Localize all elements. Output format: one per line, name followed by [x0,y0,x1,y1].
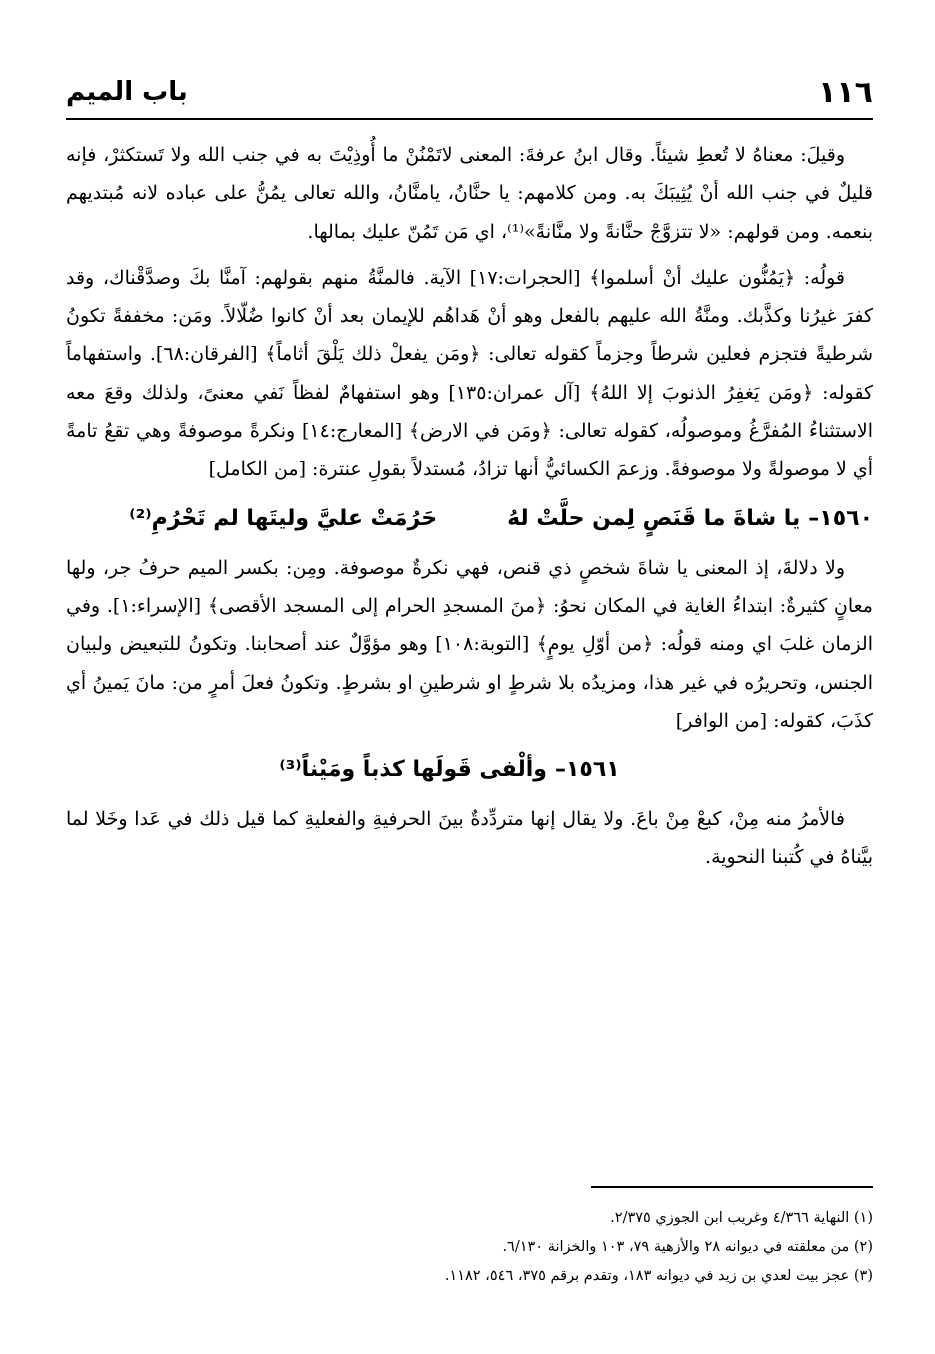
header-rule [66,118,873,120]
main-text [66,136,873,877]
page-number: ١١٦ [818,74,873,110]
verse-hemistich-1: يا شاةَ ما قَنَصٍ لِمن حلَّتْ لهُ [507,505,801,531]
paragraph-4: فالأمرُ منه مِنْ، كبعْ مِنْ باعَ. ولا يقال إنها متردِّدةٌ بينَ الحرفيةِ والفعليةِ كما قيل ذلك في عَدا وخَلا لما بيَّناهُ في كُتبنا النحوية. [66,808,873,869]
verse-1560 [66,499,873,539]
running-head: باب الميم [66,77,188,107]
paragraph-2: قولُه: ﴿يَمُنُّون عليك أنْ أسلموا﴾ [الحجرات:١٧] الآية. فالمنَّةُ منهم بقولهم: آمنَّا بكَ وصدَّقْناك، وقد كفرَ غيرُنا وكذَّبك. ومنَّةُ الله عليهم بالفعل وهو أنْ هَداهُم للإيمان بعد أنْ كانوا ضُلّالاً. ومَن: مخففةً تكونُ شرطيةً فتجزم فعلين شرطاً وجزماً كقوله تعالى: ﴿ومَن يفعلْ ذلك يَلْقَ أثاماً﴾ [الفرقان:٦٨]. واستفهاماً كقوله: ﴿ومَن يَغفِرُ الذنوبَ إلا اللهُ﴾ [آل عمران:١٣٥] وهو استفهامٌ لفظاً نَفي معنىً، ولذلك وقعَ معه الاستثناءُ المُفرَّغُ وموصولُه، كقوله تعالى: ﴿ومَن في الارض﴾ [المعارج:١٤] ونكرةً موصوفةً وهي تقعُ تامةً أي لا موصولةً ولا موصوفةً. وزعمَ الكسائيُّ أنها تزادُ، مُستدلاً بقولِ عنترة: [من الكامل] [66,266,873,481]
verse-number: ١٥٦١– [554,757,620,783]
page-header [66,70,873,114]
paragraph-3: ولا دلالةَ، إذ المعنى يا شاةَ شخصٍ ذي قنص، فهي نكرةٌ موصوفة. ومِن: بكسر الميم حرفُ جر، ولها معانٍ كثيرةٌ: ابتداءُ الغاية في المكان نحوُ: ﴿منَ المسجدِ الحرام إلى المسجد الأقصى﴾ [الإسراء:١]. وفي الزمان غلبَ اي ومنه قولُه: ﴿من أوّلِ يومٍ﴾ [التوبة:١٠٨] وهو مؤوَّلٌ عند أصحابنا. وتكونُ للتبعيض ولبيان الجنس، وتحريرُه في غير هذا، ومزيدُه بلا شرطٍ او شرطينِ او بشرطٍ. وتكونُ فعلَ أمرٍ من: مانَ يَمينُ أي كذَبَ، كقوله: [من الوافر] [66,556,873,732]
footnote-1: (١) النهاية ٤/٣٦٦ وغريب ابن الجوزي ٢/٣٧٥. [610,1210,873,1226]
verse-number: ١٥٦٠– [808,505,873,531]
footnote-rule [591,1186,873,1188]
footnote-3: (٣) عجز بيت لعدي بن زيد في ديوانه ١٨٣، وتقدم برقم ٣٧٥، ٥٤٦، ١١٨٢. [444,1268,873,1284]
verse-1561 [66,750,873,790]
footnote-2: (٢) من معلقته في ديوانه ٢٨ والأزهية ٧٩، ١٠٣ والخزانة ٦/١٣٠. [502,1239,873,1255]
footnotes [66,1204,873,1291]
paragraph-1: وقيلَ: معناهُ لا تُعطِ شيئاً. وقال ابنُ عرفةَ: المعنى لاتَمْنُنْ ما أُوذِيْتَ به في جنب الله ولا تَستكثرْ، فإنه قليلٌ في جنب الله أنْ يُثِيبَكَ به. ومن كلامهم: يا حنَّانُ، يامنَّانُ، والله تعالى يمُنُّ على عباده لانه مُبتديهم بنعمه. ومن قولهم: «لا تتزوَّجْ حنَّانةً ولا منَّانةً»⁽¹⁾، اي مَن تَمُنّ عليك بمالها. [66,144,873,243]
verse-hemistich-2: حَرُمَتْ عليَّ وليتَها لم تَحْرُمِ⁽²⁾ [129,505,438,531]
verse-text: وألْفى قَولَها كذباً ومَيْناً⁽³⁾ [279,757,547,783]
